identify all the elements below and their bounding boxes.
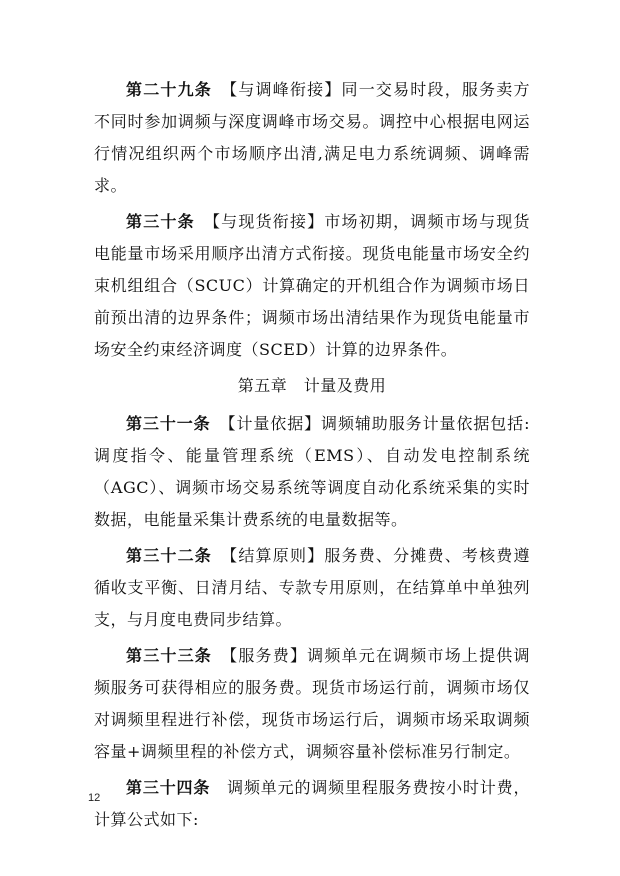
page-number: 12 — [88, 792, 101, 804]
article-30 — [94, 206, 530, 366]
article-34-label: 第三十四条 — [126, 778, 211, 797]
article-29-label: 第二十九条 — [126, 80, 212, 99]
article-34-text: 调频单元的调频里程服务费按小时计费，计算公式如下: — [94, 778, 530, 829]
article-29-text: 【与调峰衔接】同一交易时段，服务卖方不同时参加调频与深度调峰市场交易。调控中心根据电网运行情况组织两个市场顺序出清,满足电力系统调频、调峰需求。 — [94, 80, 530, 195]
article-32-label: 第三十二条 — [126, 546, 212, 565]
article-30-label: 第三十条 — [126, 212, 195, 231]
article-29 — [94, 74, 530, 202]
article-32-text: 【结算原则】服务费、分摊费、考核费遵循收支平衡、日清月结、专款专用原则，在结算单中单独列支，与月度电费同步结算。 — [94, 546, 530, 629]
article-30-text: 【与现货衔接】市场初期，调频市场与现货电能量市场采用顺序出清方式衔接。现货电能量市场安全约束机组组合（SCUC）计算确定的开机组合作为调频市场日前预出清的边界条件；调频市场出清结果作为现货电能量市场安全约束经济调度（SCED）计算的边界条件。 — [94, 212, 530, 359]
article-34 — [94, 772, 530, 836]
article-33-text: 【服务费】调频单元在调频市场上提供调频服务可获得相应的服务费。现货市场运行前，调频市场仅对调频里程进行补偿，现货市场运行后，调频市场采取调频容量+调频里程的补偿方式，调频容量补偿标准另行制定。 — [94, 646, 530, 761]
article-33-label: 第三十三条 — [126, 646, 212, 665]
chapter-heading: 第五章 计量及费用 — [237, 376, 387, 395]
article-31 — [94, 408, 530, 536]
article-31-text: 【计量依据】调频辅助服务计量依据包括:调度指令、能量管理系统（EMS）、自动发电控制系统（AGC）、调频市场交易系统等调度自动化系统采集的实时数据，电能量采集计费系统的电量数据等。 — [94, 414, 530, 529]
article-32 — [94, 540, 530, 636]
article-33 — [94, 640, 530, 768]
document-body — [94, 74, 530, 840]
article-31-label: 第三十一条 — [126, 414, 211, 433]
